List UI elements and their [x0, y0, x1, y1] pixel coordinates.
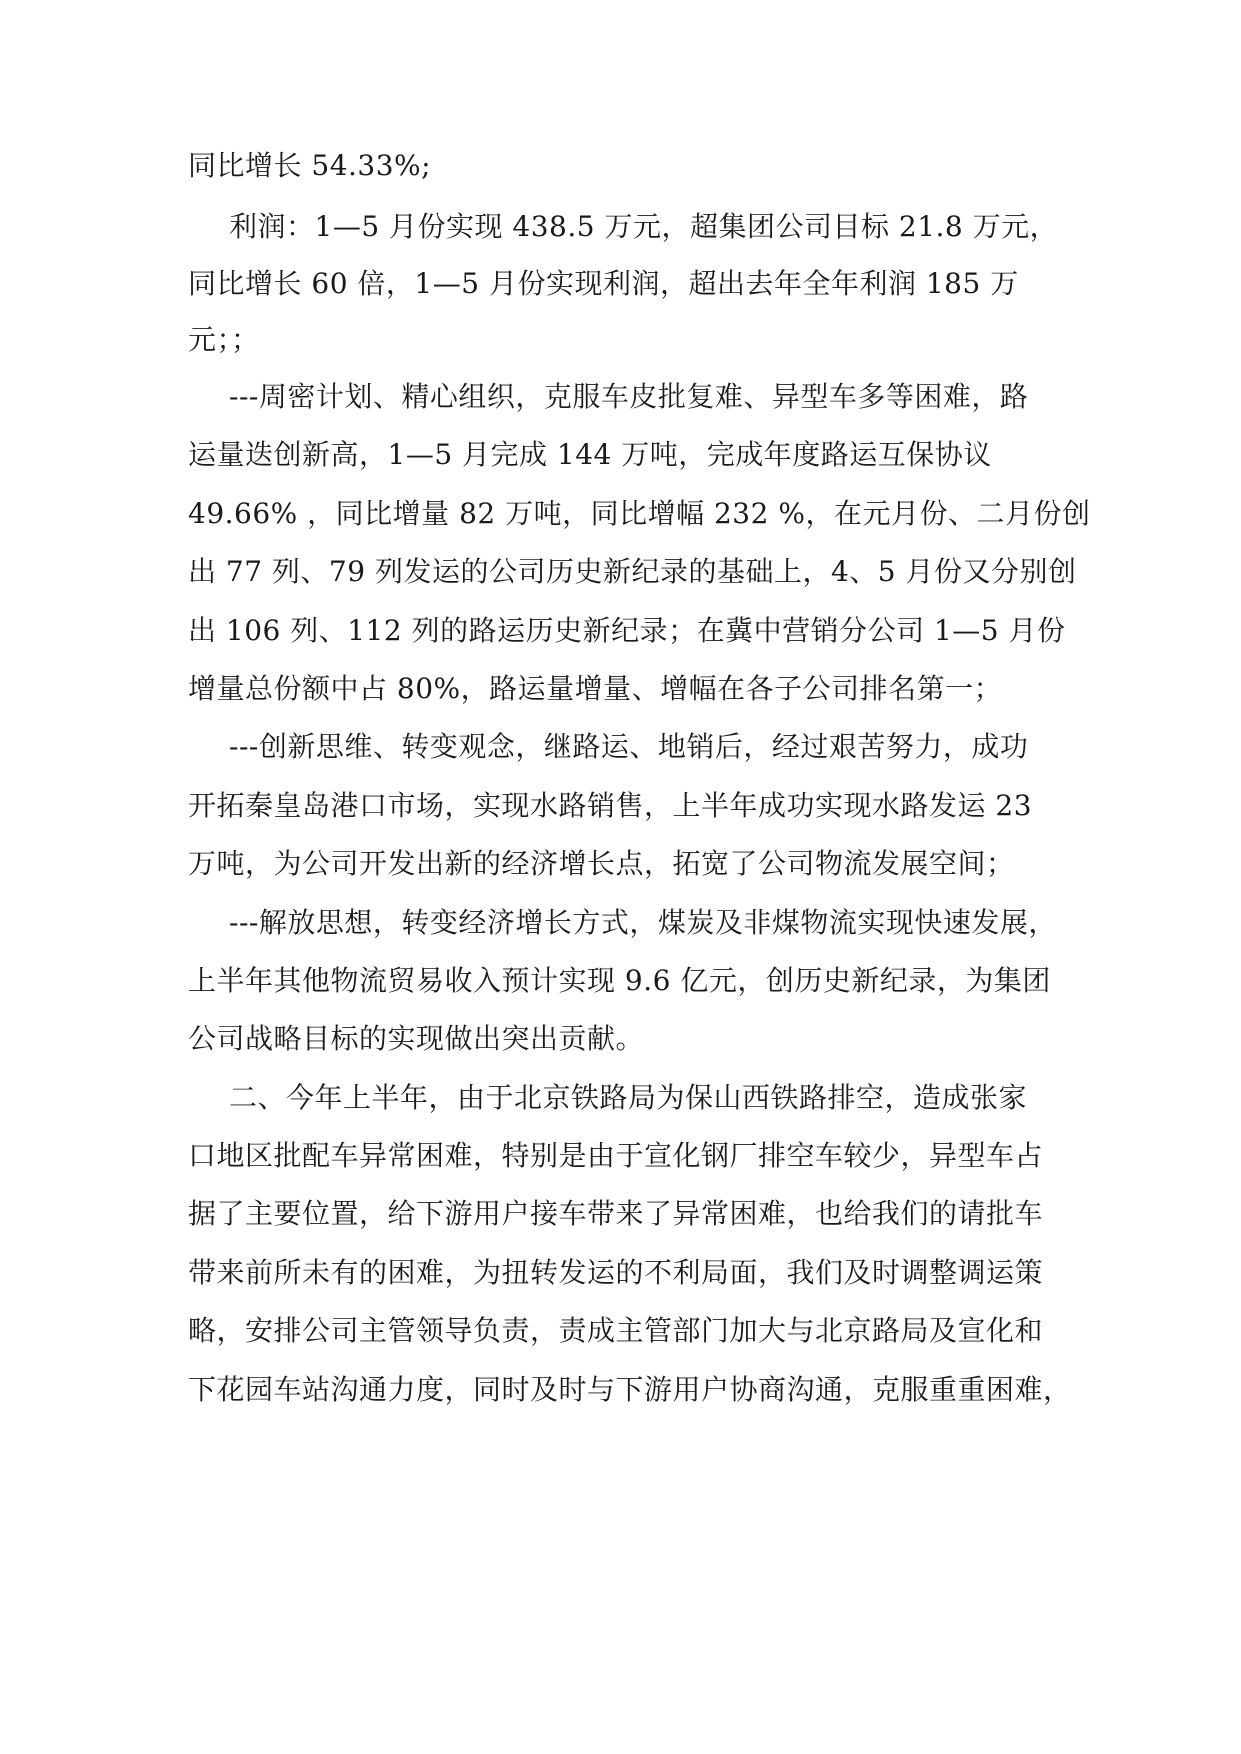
- text-line: ---解放思想，转变经济增长方式，煤炭及非煤物流实现快速发展，: [229, 906, 1057, 939]
- text-line: 口地区批配车异常困难，特别是由于宣化钢厂排空车较少，异型车占: [188, 1139, 1044, 1172]
- text-line: ---创新思维、转变观念，继路运、地销后，经过艰苦努力，成功: [229, 730, 1029, 763]
- text-line: 公司战略目标的实现做出突出贡献。: [188, 1022, 645, 1055]
- text-line: 运量迭创新高，1—5 月完成 144 万吨，完成年度路运互保协议: [188, 438, 992, 471]
- text-line: 49.66% ，同比增量 82 万吨，同比增幅 232 %，在元月份、二月份创: [188, 497, 1091, 530]
- text-line: 元；；: [188, 323, 260, 356]
- text-line: 二、今年上半年，由于北京铁路局为保山西铁路排空，造成张家: [229, 1081, 1028, 1114]
- text-line: 万吨，为公司开发出新的经济增长点，拓宽了公司物流发展空间；: [188, 847, 1015, 880]
- text-line: 同比增长 60 倍，1—5 月份实现利润，超出去年全年利润 185 万: [188, 267, 1019, 300]
- text-line: 同比增长 54.33%;: [188, 149, 432, 182]
- text-line: 开拓秦皇岛港口市场，实现水路销售，上半年成功实现水路发运 23: [188, 789, 1033, 822]
- text-line: 利润：1—5 月份实现 438.5 万元，超集团公司目标 21.8 万元，: [229, 210, 1059, 243]
- text-line: 下花园车站沟通力度，同时及时与下游用户协商沟通，克服重重困难，: [188, 1373, 1072, 1406]
- text-line: 出 106 列、112 列的路运历史新纪录；在冀中营销分公司 1—5 月份: [188, 614, 1066, 647]
- text-line: 带来前所未有的困难，为扭转发运的不利局面，我们及时调整调运策: [188, 1256, 1044, 1289]
- text-line: ---周密计划、精心组织，克服车皮批复难、异型车多等困难，路: [229, 380, 1029, 413]
- text-line: 出 77 列、79 列发运的公司历史新纪录的基础上，4、5 月份又分别创: [188, 555, 1077, 588]
- text-line: 增量总份额中占 80%，路运量增量、增幅在各子公司排名第一；: [188, 672, 1003, 705]
- text-line: 上半年其他物流贸易收入预计实现 9.6 亿元，创历史新纪录，为集团: [188, 964, 1051, 997]
- text-line: 据了主要位置，给下游用户接车带来了异常困难，也给我们的请批车: [188, 1197, 1044, 1230]
- text-line: 略，安排公司主管领导负责，责成主管部门加大与北京路局及宣化和: [188, 1314, 1044, 1347]
